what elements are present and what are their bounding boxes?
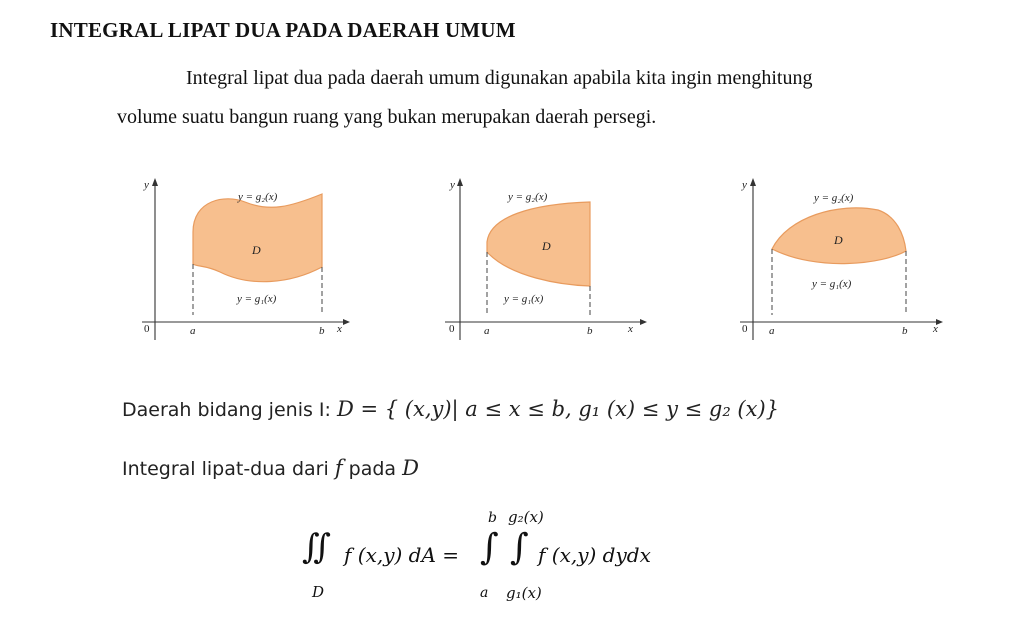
tick-label-a: a xyxy=(190,325,196,337)
figure-region-1 xyxy=(130,172,350,352)
double-integral-formula xyxy=(300,505,700,605)
page-heading: INTEGRAL LIPAT DUA PADA DAERAH UMUM xyxy=(50,18,516,42)
lhs-integrand: f (x,y) dA = xyxy=(344,543,460,567)
intro-paragraph-line-1: Integral lipat dua pada daerah umum digunakan apabila kita ingin menghitung xyxy=(186,67,813,89)
integral-intro-f: f xyxy=(334,456,343,480)
integral-intro-line xyxy=(122,456,419,480)
integral-intro-text: Integral lipat-dua dari xyxy=(122,458,329,480)
rhs-integrand: f (x,y) dydx xyxy=(538,543,651,567)
integral-intro-on: pada xyxy=(348,458,397,480)
origin-label: 0 xyxy=(144,323,150,335)
region-label: D xyxy=(542,239,551,253)
tick-label-b: b xyxy=(319,325,325,337)
tick-label-a: a xyxy=(484,325,490,337)
curve-label-bottom: y = g₁(x) xyxy=(504,293,544,305)
definition-formula: D = { (x,y)| a ≤ x ≤ b, g₁ (x) ≤ y ≤ g₂ (x)} xyxy=(336,397,780,421)
definition-label: Daerah bidang jenis I: xyxy=(122,399,331,421)
axis-label-x: x xyxy=(933,323,938,335)
outer-integral-sign: ∫ xyxy=(480,527,499,568)
region-label: D xyxy=(252,243,261,257)
axis-label-x: x xyxy=(337,323,342,335)
inner-integral-sign: ∫ xyxy=(510,527,529,568)
origin-label: 0 xyxy=(742,323,748,335)
x-axis-arrow xyxy=(343,319,350,325)
axis-label-y: y xyxy=(144,179,149,191)
curve-label-top: y = g₂(x) xyxy=(238,191,278,203)
x-axis-arrow xyxy=(640,319,647,325)
figure-region-3 xyxy=(728,172,948,352)
integral-intro-d: D xyxy=(402,456,419,480)
curve-label-bottom: y = g₁(x) xyxy=(237,293,277,305)
outer-lower-limit: a xyxy=(480,585,489,601)
y-axis-arrow xyxy=(152,178,158,186)
axis-label-y: y xyxy=(450,179,455,191)
double-integral-sign: ∬ xyxy=(302,527,331,567)
region-d xyxy=(193,194,322,282)
y-axis-arrow xyxy=(750,178,756,186)
definition-line xyxy=(122,397,779,421)
intro-paragraph-line-2: volume suatu bangun ruang yang bukan merupakan daerah persegi. xyxy=(117,106,657,128)
curve-label-top: y = g₂(x) xyxy=(508,191,548,203)
region-d xyxy=(487,202,590,286)
origin-label: 0 xyxy=(449,323,455,335)
tick-label-b: b xyxy=(902,325,908,337)
axis-label-y: y xyxy=(742,179,747,191)
tick-label-b: b xyxy=(587,325,593,337)
lhs-region: D xyxy=(312,583,325,601)
tick-label-a: a xyxy=(769,325,775,337)
outer-upper-limit: b xyxy=(488,510,497,526)
inner-upper-limit: g₂(x) xyxy=(508,508,544,526)
y-axis-arrow xyxy=(457,178,463,186)
axis-label-x: x xyxy=(628,323,633,335)
figure-region-2 xyxy=(430,172,650,352)
region-label: D xyxy=(834,233,843,247)
curve-label-bottom: y = g₁(x) xyxy=(812,278,852,290)
inner-lower-limit: g₁(x) xyxy=(506,584,542,602)
curve-label-top: y = g₂(x) xyxy=(814,192,854,204)
